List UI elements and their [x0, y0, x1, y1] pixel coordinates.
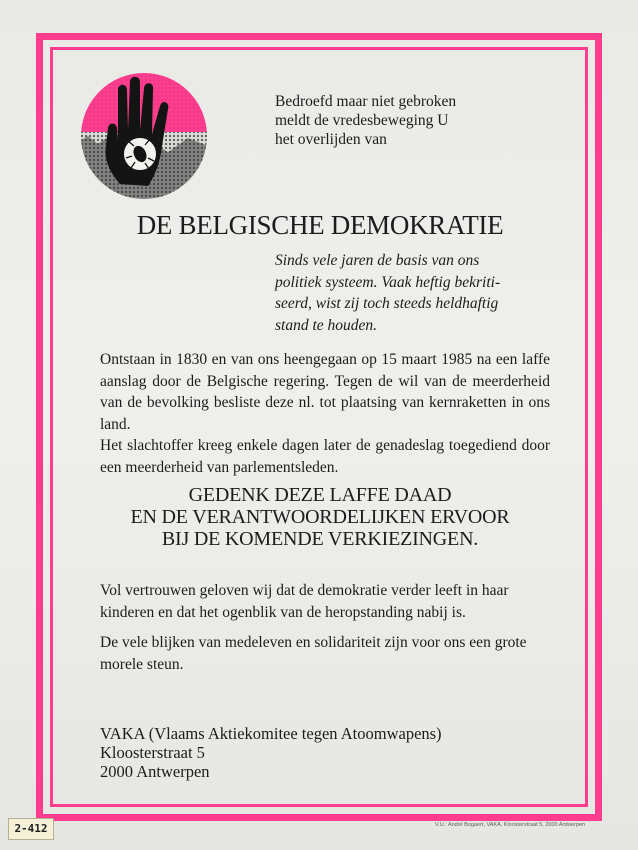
closing-paragraph: Vol vertrouwen geloven wij dat de demokratie verder leeft in haar kinderen en dat het ogenblik van de heropstanding nabij is. — [100, 582, 509, 621]
history-paragraph: Ontstaan in 1830 en van ons heengegaan op 15 maart 1985 na een laffe aanslag door de Belgische regering. Tegen de wil van de meerderheid van de bevolking besliste deze nl. tot plaatsing van kernraketten in ons land. — [100, 351, 550, 433]
closing-paragraphs — [100, 580, 550, 684]
archive-tag: 2-412 — [8, 818, 54, 840]
intro-line: Bedroefd maar niet gebroken — [275, 93, 457, 110]
closing-paragraph: De vele blijken van medeleven en solidariteit zijn voor ons een grote morele steun. — [100, 634, 527, 673]
raised-hand-with-beetle-icon — [68, 66, 220, 202]
lead-line: stand te houden. — [275, 316, 378, 334]
publisher-imprint: V.U.: André Bogaert, VAKA, Kloosterstraat 5, 2000 Antwerpen — [435, 822, 586, 828]
lead-line: seerd, wist zij toch steeds heldhaftig — [275, 295, 499, 312]
signature-street: Kloosterstraat 5 — [100, 743, 205, 762]
poster-title: DE BELGISCHE DEMOKRATIE — [136, 210, 504, 240]
signature-org: VAKA (Vlaams Aktiekomitee tegen Atoomwapens) — [100, 724, 442, 743]
lead-text — [275, 250, 575, 336]
signature-block — [100, 724, 560, 781]
intro-line: meldt de vredesbeweging U — [275, 112, 449, 129]
intro-text — [275, 92, 575, 149]
intro-line: het overlijden van — [275, 131, 387, 148]
lead-line: Sinds vele jaren de basis van ons — [275, 252, 480, 269]
history-paragraphs — [100, 349, 550, 478]
call-to-action — [60, 484, 580, 550]
call-line: GEDENK DEZE LAFFE DAAD — [188, 484, 452, 506]
call-line: BIJ DE KOMENDE VERKIEZINGEN. — [161, 528, 479, 550]
signature-city: 2000 Antwerpen — [100, 762, 210, 781]
call-line: EN DE VERANTWOORDELIJKEN ERVOOR — [130, 506, 510, 528]
lead-line: politiek systeem. Vaak heftig bekriti- — [275, 273, 501, 291]
history-paragraph: Het slachtoffer kreeg enkele dagen later de genadeslag toegediend door een meerderheid van parlementsleden. — [100, 437, 550, 476]
